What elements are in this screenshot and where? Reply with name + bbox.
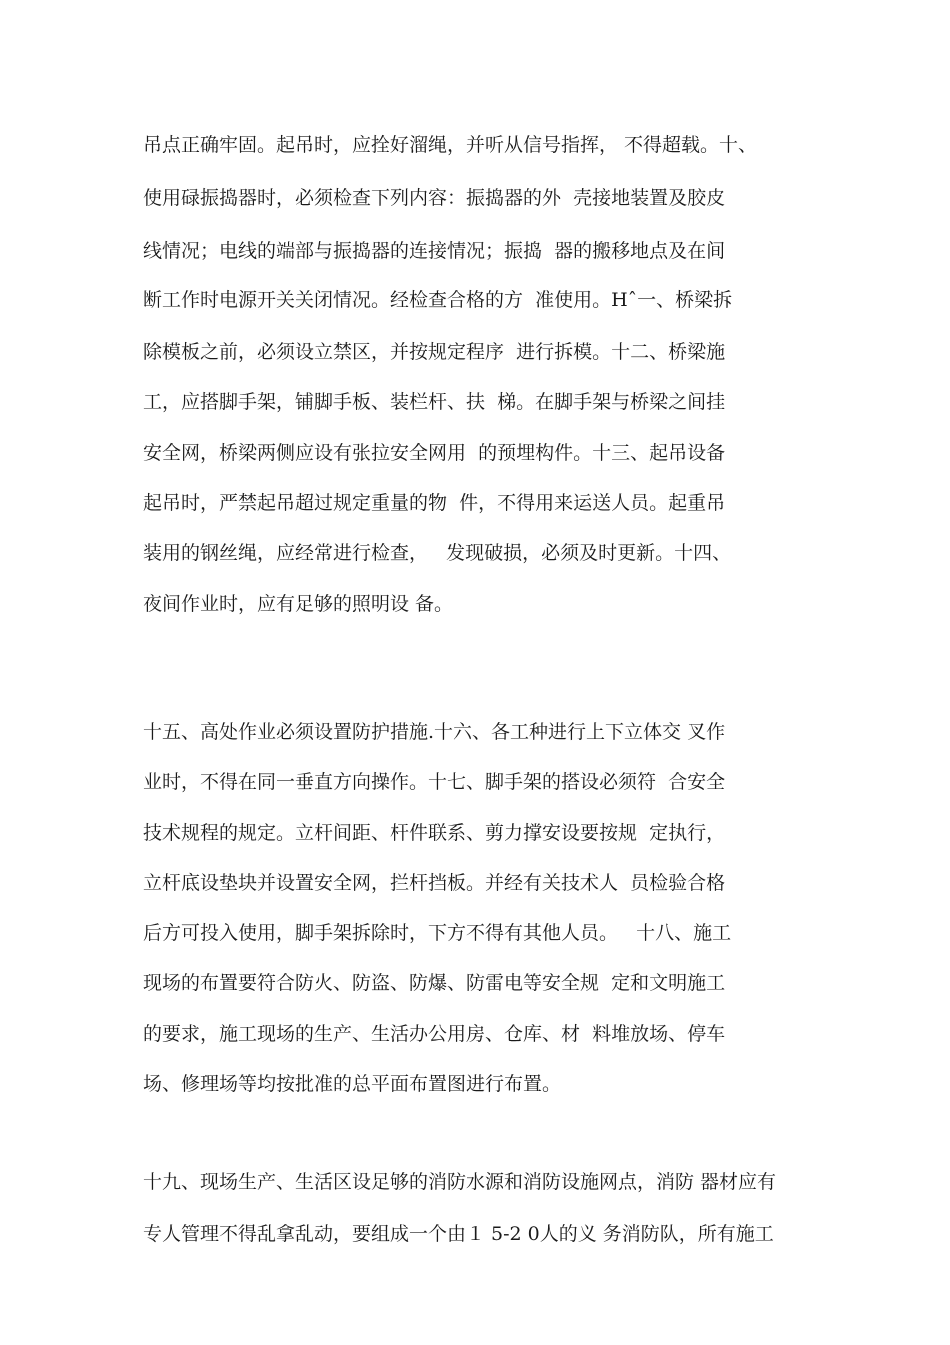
text-line: 现场的布置要符合防火、防盗、防爆、防雷电等安全规 定和文明施工 — [143, 972, 726, 994]
text-line: 立杆底设垫块并设置安全网，拦杆挡板。并经有关技术人 员检验合格 — [143, 872, 726, 894]
text-line: 起吊时，严禁起吊超过规定重量的物 件，不得用来运送人员。起重吊 — [143, 492, 726, 514]
text-line: 装用的钢丝绳，应经常进行检查， 发现破损，必须及时更新。十四、 — [143, 542, 732, 564]
text-line: 十五、高处作业必须设置防护措施.十六、各工种进行上下立体交 叉作 — [143, 721, 726, 743]
text-line: 专人管理不得乱拿乱动，要组成一个由１ 5-2 0人的义 务消防队，所有施工 — [143, 1223, 774, 1245]
text-line: 夜间作业时，应有足够的照明设 备。 — [143, 593, 454, 615]
text-line: 线情况；电线的端部与振捣器的连接情况；振捣 器的搬移地点及在间 — [143, 240, 726, 262]
text-line: 安全网，桥梁两侧应设有张拉安全网用 的预埋构件。十三、起吊设备 — [143, 442, 726, 464]
text-line: 使用碌振捣器时，必须检查下列内容：振捣器的外 壳接地装置及胶皮 — [143, 187, 726, 209]
text-line: 技术规程的规定。立杆间距、杆件联系、剪力撑安设要按规 定执行， — [143, 822, 726, 844]
text-line: 除模板之前，必须设立禁区，并按规定程序 进行拆模。十二、桥梁施 — [143, 341, 726, 363]
text-line: 的要求，施工现场的生产、生活办公用房、仓库、材 料堆放场、停车 — [143, 1023, 726, 1045]
text-line: 工，应搭脚手架，铺脚手板、装栏杆、扶 梯。在脚手架与桥梁之间挂 — [143, 391, 726, 413]
text-line: 场、修理场等均按批准的总平面布置图进行布置。 — [143, 1073, 562, 1095]
text-line: 十九、现场生产、生活区设足够的消防水源和消防设施网点，消防 器材应有 — [143, 1171, 777, 1193]
text-line: 断工作时电源开关关闭情况。经检查合格的方 准使用。Hˆ一、桥梁拆 — [143, 289, 733, 311]
text-line: 后方可投入使用，脚手架拆除时，下方不得有其他人员。 十八、施工 — [143, 922, 732, 944]
text-line: 吊点正确牢固。起吊时，应拴好溜绳，并听从信号指挥， 不得超载。十、 — [143, 134, 758, 156]
text-line: 业时，不得在同一垂直方向操作。十七、脚手架的搭设必须符 合安全 — [143, 771, 726, 793]
